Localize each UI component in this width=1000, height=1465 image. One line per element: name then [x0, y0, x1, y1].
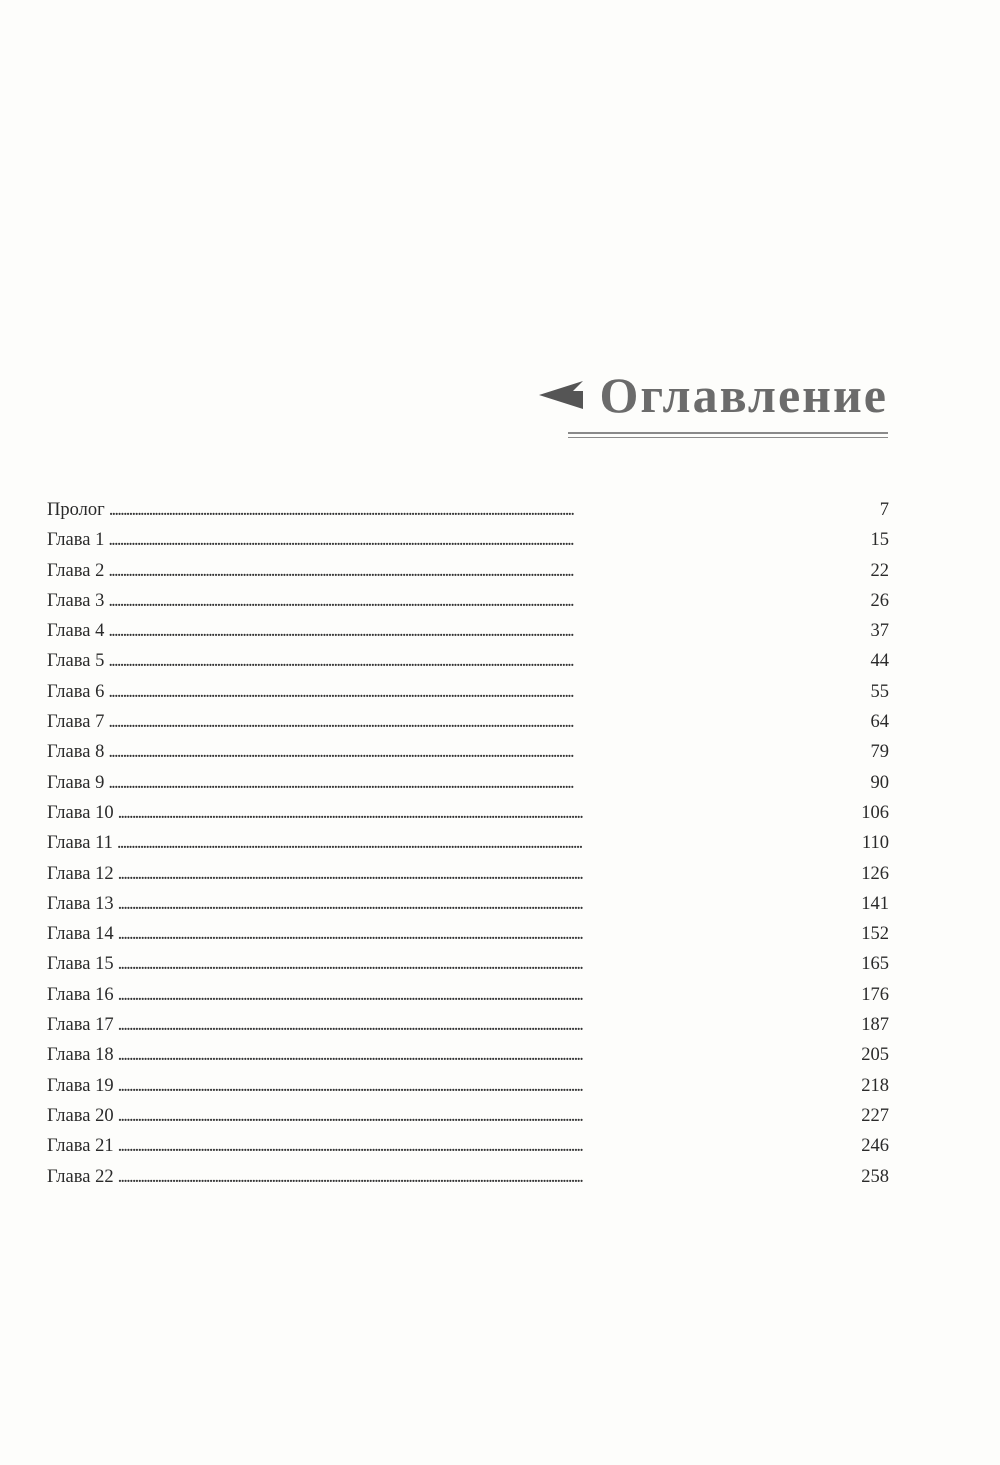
title-underline-thin	[568, 437, 888, 438]
toc-entry[interactable]	[47, 1045, 889, 1075]
toc-entry[interactable]	[47, 1076, 889, 1106]
dot-leader	[108, 561, 867, 582]
toc-entry-label: Глава 12	[47, 863, 114, 884]
toc-entry-page: 152	[861, 924, 889, 945]
toc-entry-label: Глава 11	[47, 833, 113, 854]
toc-entry[interactable]	[47, 924, 889, 954]
toc-entry-page: 187	[861, 1015, 889, 1036]
toc-entry[interactable]	[47, 1106, 889, 1136]
toc-entry-label: Глава 22	[47, 1166, 114, 1187]
toc-entry-page: 90	[870, 772, 889, 793]
dot-leader	[118, 1076, 859, 1097]
table-of-contents	[47, 500, 889, 1197]
toc-entry-page: 37	[870, 621, 889, 642]
toc-entry[interactable]	[47, 621, 889, 651]
toc-entry[interactable]	[47, 591, 889, 621]
toc-entry-page: 106	[861, 802, 889, 823]
dot-leader	[108, 651, 867, 672]
toc-entry-label: Глава 2	[47, 560, 105, 581]
toc-entry[interactable]	[47, 864, 889, 894]
arrow-left-icon	[539, 381, 585, 409]
toc-entry[interactable]	[47, 712, 889, 742]
toc-entry-label: Глава 4	[47, 621, 105, 642]
toc-entry[interactable]	[47, 682, 889, 712]
toc-entry-page: 22	[870, 560, 889, 581]
toc-entry-page: 79	[870, 742, 889, 763]
toc-heading	[539, 366, 888, 424]
toc-entry-page: 258	[861, 1166, 889, 1187]
dot-leader	[118, 1106, 859, 1127]
toc-entry-page: 227	[861, 1105, 889, 1126]
toc-entry-label: Глава 13	[47, 893, 114, 914]
toc-entry-page: 44	[870, 651, 889, 672]
toc-entry[interactable]	[47, 651, 889, 681]
dot-leader	[109, 500, 877, 521]
toc-entry-label: Глава 15	[47, 954, 114, 975]
dot-leader	[118, 954, 859, 975]
toc-entry[interactable]	[47, 500, 889, 530]
toc-entry-page: 110	[861, 833, 889, 854]
dot-leader	[118, 894, 859, 915]
toc-entry[interactable]	[47, 833, 889, 863]
toc-entry-page: 55	[870, 681, 889, 702]
toc-entry-label: Глава 7	[47, 712, 105, 733]
dot-leader	[108, 712, 867, 733]
toc-entry[interactable]	[47, 1136, 889, 1166]
toc-entry-label: Глава 3	[47, 590, 105, 611]
toc-entry-page: 205	[861, 1045, 889, 1066]
dot-leader	[118, 924, 859, 945]
dot-leader	[118, 1136, 859, 1157]
dot-leader	[118, 1167, 859, 1188]
toc-entry-page: 64	[870, 712, 889, 733]
toc-entry-page: 15	[870, 530, 889, 551]
dot-leader	[118, 1015, 859, 1036]
toc-entry-label: Глава 19	[47, 1075, 114, 1096]
toc-entry-label: Глава 14	[47, 924, 114, 945]
toc-entry-page: 141	[861, 893, 889, 914]
dot-leader	[108, 773, 867, 794]
toc-entry[interactable]	[47, 561, 889, 591]
toc-entry-page: 26	[870, 590, 889, 611]
dot-leader	[117, 833, 859, 854]
dot-leader	[108, 621, 867, 642]
page-title: Оглавление	[599, 367, 888, 423]
title-underline	[568, 432, 888, 434]
toc-entry-page: 176	[861, 984, 889, 1005]
toc-entry-label: Глава 18	[47, 1045, 114, 1066]
toc-entry-page: 246	[861, 1136, 889, 1157]
toc-entry[interactable]	[47, 1167, 889, 1197]
dot-leader	[118, 803, 859, 824]
toc-entry-label: Глава 21	[47, 1136, 114, 1157]
toc-entry-label: Глава 1	[47, 530, 105, 551]
toc-entry-label: Глава 17	[47, 1015, 114, 1036]
toc-entry-page: 165	[861, 954, 889, 975]
toc-entry-label: Глава 20	[47, 1105, 114, 1126]
toc-entry-page: 126	[861, 863, 889, 884]
toc-entry[interactable]	[47, 742, 889, 772]
toc-entry-label: Глава 10	[47, 802, 114, 823]
toc-entry-page: 218	[861, 1075, 889, 1096]
toc-entry-label: Глава 8	[47, 742, 105, 763]
dot-leader	[108, 591, 867, 612]
toc-entry-label: Глава 16	[47, 984, 114, 1005]
toc-entry[interactable]	[47, 530, 889, 560]
toc-entry[interactable]	[47, 954, 889, 984]
toc-entry[interactable]	[47, 803, 889, 833]
toc-entry-page: 7	[879, 500, 889, 520]
dot-leader	[108, 530, 867, 551]
dot-leader	[118, 1045, 859, 1066]
toc-entry-label: Глава 6	[47, 681, 105, 702]
toc-entry-label: Глава 9	[47, 772, 105, 793]
dot-leader	[108, 682, 867, 703]
toc-entry-label: Пролог	[47, 500, 105, 520]
toc-entry[interactable]	[47, 1015, 889, 1045]
dot-leader	[118, 864, 859, 885]
dot-leader	[108, 742, 867, 763]
toc-entry[interactable]	[47, 985, 889, 1015]
toc-entry-label: Глава 5	[47, 651, 105, 672]
toc-entry[interactable]	[47, 773, 889, 803]
dot-leader	[118, 985, 859, 1006]
toc-entry[interactable]	[47, 894, 889, 924]
